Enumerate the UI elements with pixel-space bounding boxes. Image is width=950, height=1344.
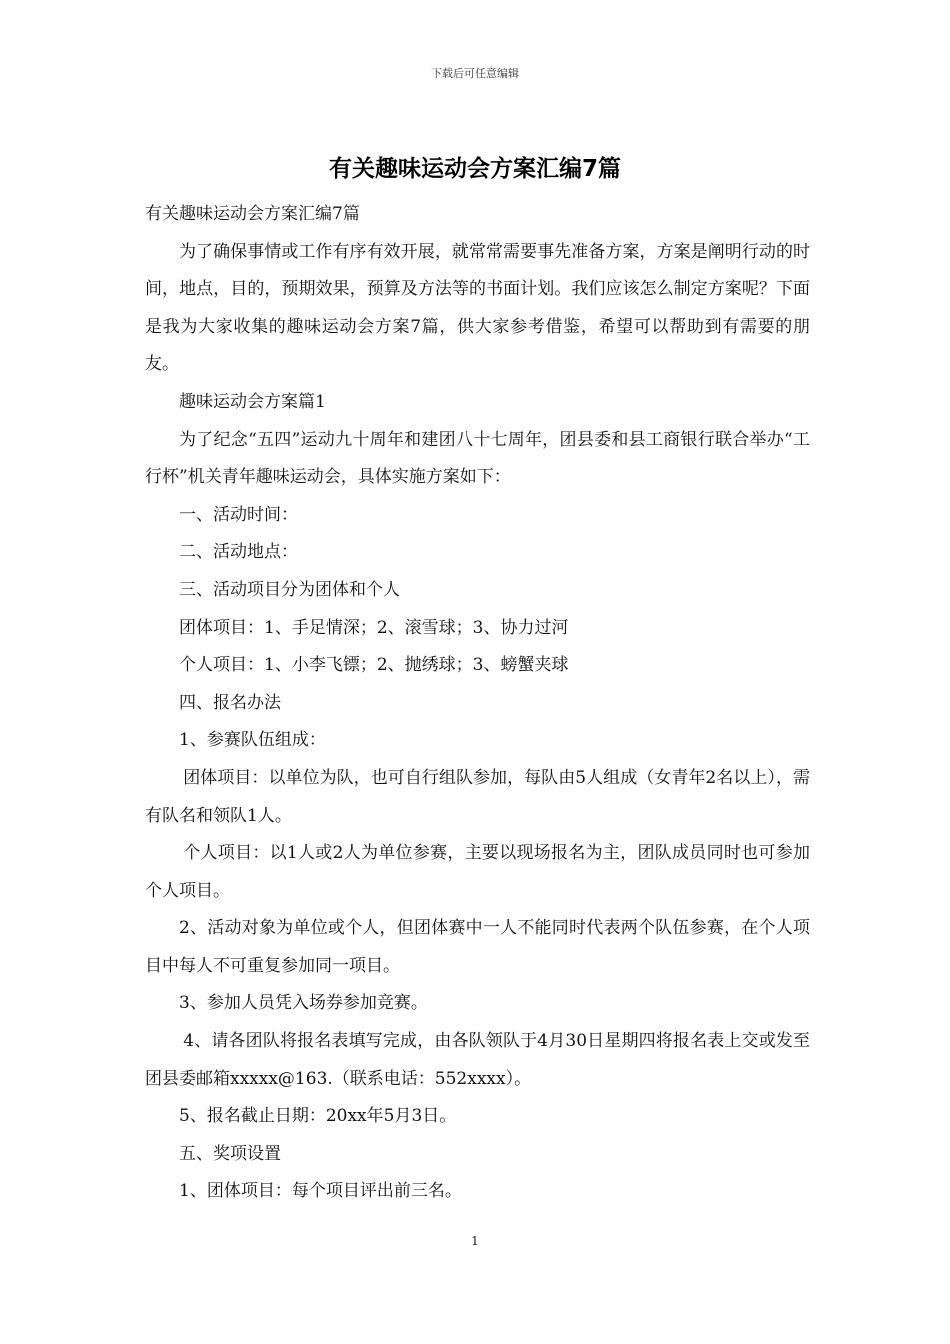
item-team-awards: 1、团体项目：每个项目评出前三名。 [179,1181,462,1202]
item-admission: 3、参加人员凭入场券参加竞赛。 [179,993,428,1014]
document-body [145,196,810,1211]
item-participants: 2、活动对象为单位或个人，但团体赛中一人不能同时代表两个队伍参赛，在个人项目中每人不可重复参加同一项目。 [145,918,810,976]
document-title: 有关趣味运动会方案汇编7篇 [328,156,621,182]
item-awards-heading: 五、奖项设置 [179,1143,281,1164]
page-number: 1 [471,1234,479,1248]
plan-1-intro: 为了纪念“五四”运动九十周年和建团八十七周年，团县委和县工商银行联合举办“工行杯”机关青年趣味运动会，具体实施方案如下： [145,429,810,488]
page-header-note: 下载后可任意编辑 [431,67,519,80]
item-registration-submit: 4、请各团队将报名表填写完成，由各队领队于4月30日星期四将报名表上交或发至团县委邮箱xxxxx@163.（联系电话：552xxxx）。 [145,1031,810,1089]
subtitle-line: 有关趣味运动会方案汇编7篇 [145,204,360,224]
item-activity-time: 一、活动时间： [179,504,298,525]
item-activity-events: 三、活动项目分为团体和个人 [179,579,400,600]
item-team-composition: 1、参赛队伍组成： [179,730,326,751]
intro-paragraph: 为了确保事情或工作有序有效开展，就常常需要事先准备方案，方案是阐明行动的时间，地点，目的，预期效果，预算及方法等的书面计划。我们应该怎么制定方案呢？下面是我为大家收集的趣味运动会方案7篇，供大家参考借鉴，希望可以帮助到有需要的朋友。 [145,241,810,375]
item-team-rules: 团体项目：以单位为队，也可自行组队参加，每队由5人组成（女青年2名以上），需有队名和领队1人。 [145,767,810,826]
item-registration-deadline: 5、报名截止日期：20xx年5月3日。 [179,1106,457,1127]
item-registration-heading: 四、报名办法 [179,692,281,713]
item-individual-events: 个人项目：1、小李飞镖；2、抛绣球；3、螃蟹夹球 [179,655,569,676]
item-individual-rules: 个人项目：以1人或2人为单位参赛，主要以现场报名为主，团队成员同时也可参加个人项目。 [145,843,810,901]
item-activity-location: 二、活动地点： [179,542,298,563]
section-heading-plan-1: 趣味运动会方案篇1 [179,391,326,412]
item-team-events: 团体项目：1、手足情深；2、滚雪球；3、协力过河 [179,617,569,638]
